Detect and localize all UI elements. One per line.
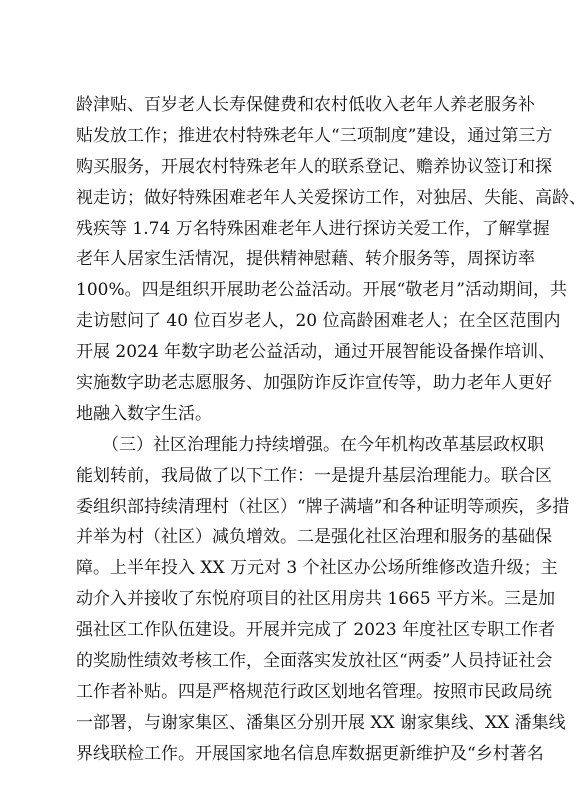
text-line: 工作者补贴。四是严格规范行政区划地名管理。按照市民政局统	[76, 681, 552, 702]
text-line: 界线联检工作。开展国家地名信息库数据更新维护及“乡村著名	[76, 743, 544, 764]
text-line: 视走访；做好特殊困难老年人关爱探访工作，对独居、失能、高龄、	[76, 187, 586, 208]
text-line: 委组织部持续清理村（社区）“牌子满墙”和各种证明等顽疾，多措	[76, 496, 570, 517]
text-line: 残疾等 1.74 万名特殊困难老年人进行探访关爱工作，了解掌握	[76, 218, 550, 239]
text-line: 一部署，与谢家集区、潘集区分别开展 XX 谢家集线、XX 潘集线	[76, 712, 566, 733]
text-line: 能划转前，我局做了以下工作：一是提升基层治理能力。联合区	[76, 465, 552, 486]
text-line: 龄津贴、百岁老人长寿保健费和农村低收入老年人养老服务补	[76, 95, 535, 115]
text-line: 老年人居家生活情况，提供精神慰藉、转介服务等，周探访率	[76, 249, 535, 270]
text-line: 100%。四是组织开展助老公益活动。开展“敬老月”活动期间，共	[76, 280, 567, 301]
text-line: 开展 2024 年数字助老公益活动，通过开展智能设备操作培训、	[76, 342, 556, 363]
section-heading-line: （三）社区治理能力持续增强。在今年机构改革基层政权职	[102, 434, 544, 455]
text-line: 的奖励性绩效考核工作，全面落实发放社区“两委”人员持证社会	[76, 651, 553, 672]
text-line: 实施数字助老志愿服务、加强防诈反诈宣传等，助力老年人更好	[76, 373, 552, 394]
text-line: 购买服务，开展农村特殊老年人的联系登记、赡养协议签订和探	[76, 156, 552, 177]
text-line: 走访慰问了 40 位百岁老人，20 位高龄困难老人；在全区范围内	[76, 311, 561, 332]
body-text	[76, 90, 586, 770]
text-line: 贴发放工作；推进农村特殊老年人“三项制度”建设，通过第三方	[76, 125, 553, 146]
text-line: 并举为村（社区）减负增效。二是强化社区治理和服务的基础保	[76, 527, 552, 548]
text-line: 动介入并接收了东悦府项目的社区用房共 1665 平方米。三是加	[76, 589, 556, 610]
text-line: 障。上半年投入 XX 万元对 3 个社区办公场所维修改造升级；主	[76, 558, 558, 579]
text-line: 强社区工作队伍建设。开展并完成了 2023 年度社区专职工作者	[76, 620, 556, 641]
text-line: 地融入数字生活。	[76, 403, 212, 424]
